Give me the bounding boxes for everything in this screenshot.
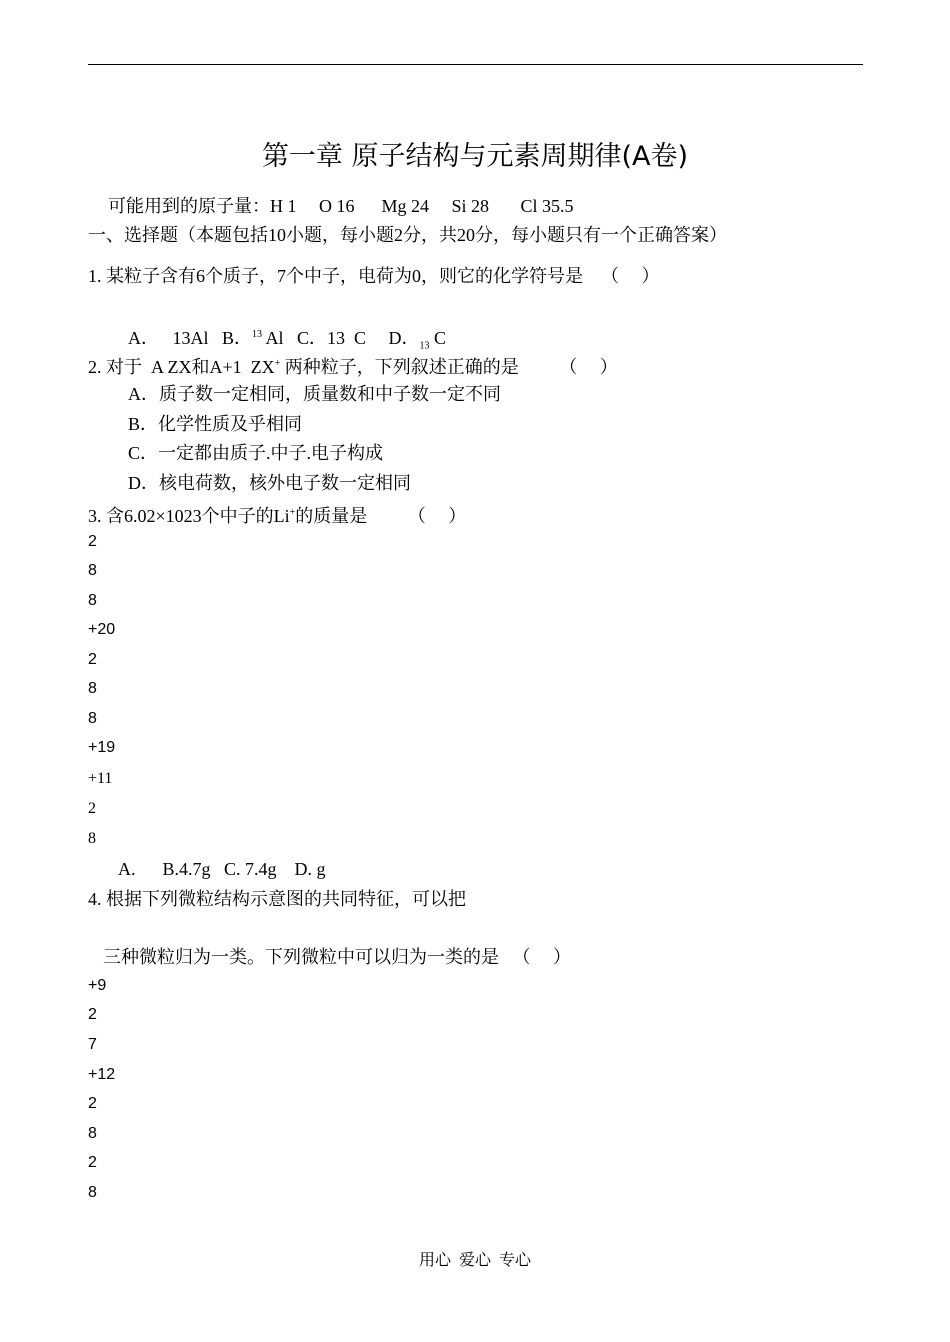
q2-stem-post: 两种粒子，下列叙述正确的是 （ ） xyxy=(280,357,618,377)
q1-option-bcd: Al C．13 C D． xyxy=(262,328,420,348)
question-1-stem: 1. 某粒子含有6个质子，7个中子，电荷为0，则它的化学符号是 （ ） xyxy=(88,266,660,286)
header-rule xyxy=(88,64,863,65)
q4-diagram-number: 2 xyxy=(88,1006,97,1023)
q4-diagram-number: +9 xyxy=(88,977,107,994)
q2-option-c: C．一定都由质子.中子.电子构成 xyxy=(128,443,384,463)
footer-text-1: 用心 xyxy=(418,1252,451,1269)
footer-text-3: 专心 xyxy=(499,1252,532,1269)
q3-diagram-number: 8 xyxy=(88,710,97,727)
q1-option-a: A． 13Al xyxy=(128,328,209,348)
q2-option-d: D．核电荷数，核外电子数一定相同 xyxy=(128,473,411,493)
q3-diagram-number: 8 xyxy=(88,562,97,579)
q3-diagram-number: 8 xyxy=(88,830,96,847)
q2-option-b: B．化学性质及乎相同 xyxy=(128,414,303,434)
q4-diagram-number: 7 xyxy=(88,1036,97,1053)
section-heading: 一、选择题（本题包括10小题，每小题2分，共20分，每小题只有一个正确答案） xyxy=(88,225,727,245)
q2-stem-sup: + xyxy=(274,358,281,369)
q3-stem-pre: 3. 含6.02×1023个中子的Li xyxy=(88,506,290,526)
footer-text-2: 爱心 xyxy=(458,1252,491,1269)
q4-diagram-number: 2 xyxy=(88,1154,97,1171)
q3-diagram-number: 8 xyxy=(88,680,97,697)
question-4-stem: 4. 根据下列微粒结构示意图的共同特征，可以把 xyxy=(88,889,466,909)
q3-diagram-number: +11 xyxy=(88,770,113,787)
q4-diagram-number: 2 xyxy=(88,1095,97,1112)
q3-diagram-number: +20 xyxy=(88,621,116,638)
atomic-masses: 可能用到的原子量：H 1 O 16 Mg 24 Si 28 Cl 35.5 xyxy=(108,196,574,216)
q3-diagram-number: +19 xyxy=(88,739,116,756)
question-4-stem-continued: 三种微粒归为一类。下列微粒中可以归为一类的是 （ ） xyxy=(103,947,571,967)
q3-diagram-number: 2 xyxy=(88,800,96,817)
question-2-stem xyxy=(88,353,618,378)
q1-option-d: C xyxy=(429,328,447,348)
q3-diagram-number: 2 xyxy=(88,651,97,668)
q2-stem-pre: 2. 对于 A ZX和A+1 ZX xyxy=(88,357,275,377)
q3-stem-post: 的质量是 （ ） xyxy=(295,506,467,526)
q3-stem-sup: + xyxy=(289,507,296,518)
q1-option-b-sup: 13 xyxy=(252,329,263,340)
q3-diagram-number: 8 xyxy=(88,592,97,609)
page-footer xyxy=(0,1247,950,1270)
q2-option-a: A．质子数一定相同，质量数和中子数一定不同 xyxy=(128,384,501,404)
q4-diagram-number: +12 xyxy=(88,1066,116,1083)
page-title: 第一章 原子结构与元素周期律(A卷) xyxy=(261,141,689,172)
q1-option-b: B． xyxy=(208,328,253,348)
q3-options: A. B.4.7g C. 7.4g D. g xyxy=(118,859,326,879)
q4-diagram-number: 8 xyxy=(88,1184,97,1201)
q4-diagram-number: 8 xyxy=(88,1125,97,1142)
q3-diagram-number: 2 xyxy=(88,533,97,550)
question-3-stem xyxy=(88,502,466,527)
q1-option-d-sub: 13 xyxy=(419,340,430,352)
